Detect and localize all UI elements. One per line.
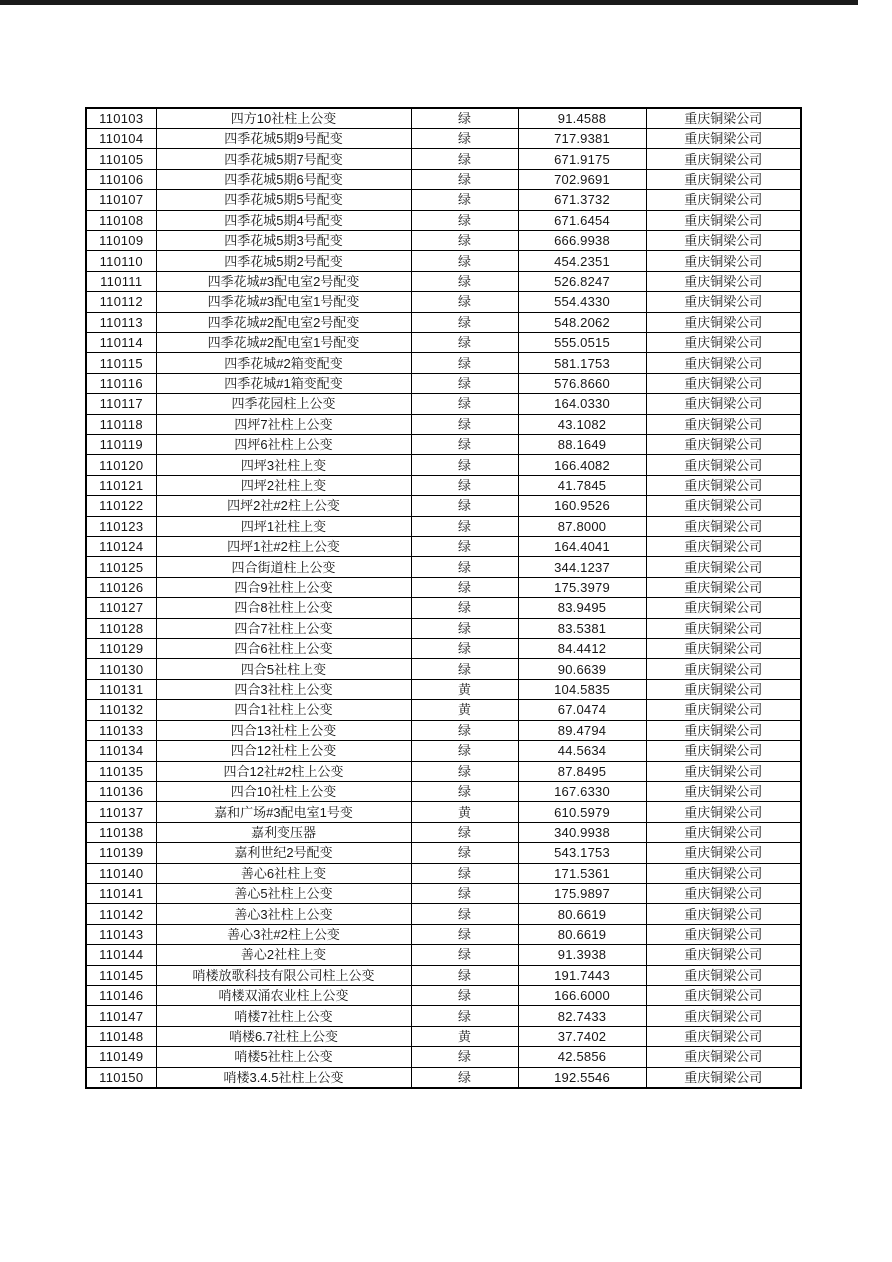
row-value-cell: 166.6000 xyxy=(518,985,646,1005)
row-id-cell: 110126 xyxy=(86,577,156,597)
row-name-cell: 四合8社柱上公变 xyxy=(156,598,411,618)
row-id-cell: 110139 xyxy=(86,843,156,863)
row-id-cell: 110120 xyxy=(86,455,156,475)
row-id-cell: 110104 xyxy=(86,128,156,148)
row-name-cell: 善心2社柱上变 xyxy=(156,945,411,965)
row-value-cell: 554.4330 xyxy=(518,292,646,312)
row-color-cell: 绿 xyxy=(411,353,518,373)
row-id-cell: 110142 xyxy=(86,904,156,924)
row-value-cell: 192.5546 xyxy=(518,1067,646,1087)
row-name-cell: 四季花城5期2号配变 xyxy=(156,251,411,271)
row-id-cell: 110113 xyxy=(86,312,156,332)
table-row xyxy=(86,720,801,740)
row-color-cell: 绿 xyxy=(411,128,518,148)
row-color-cell: 绿 xyxy=(411,1067,518,1087)
row-id-cell: 110105 xyxy=(86,149,156,169)
row-company-cell: 重庆铜梁公司 xyxy=(646,639,801,659)
row-company-cell: 重庆铜梁公司 xyxy=(646,1047,801,1067)
row-value-cell: 83.9495 xyxy=(518,598,646,618)
table-row xyxy=(86,516,801,536)
row-value-cell: 717.9381 xyxy=(518,128,646,148)
row-value-cell: 175.3979 xyxy=(518,577,646,597)
row-name-cell: 四季花城#3配电室2号配变 xyxy=(156,271,411,291)
table-row xyxy=(86,1006,801,1026)
row-color-cell: 绿 xyxy=(411,516,518,536)
row-name-cell: 四季花城5期5号配变 xyxy=(156,190,411,210)
table-row xyxy=(86,169,801,189)
row-name-cell: 善心6社柱上变 xyxy=(156,863,411,883)
row-id-cell: 110133 xyxy=(86,720,156,740)
row-name-cell: 嘉和广场#3配电室1号变 xyxy=(156,802,411,822)
row-color-cell: 绿 xyxy=(411,639,518,659)
transformer-table-body xyxy=(86,108,801,1088)
scan-artifact-bar xyxy=(0,0,858,5)
row-value-cell: 581.1753 xyxy=(518,353,646,373)
row-value-cell: 88.1649 xyxy=(518,435,646,455)
table-row xyxy=(86,883,801,903)
row-value-cell: 80.6619 xyxy=(518,924,646,944)
row-company-cell: 重庆铜梁公司 xyxy=(646,618,801,638)
row-company-cell: 重庆铜梁公司 xyxy=(646,1006,801,1026)
table-row xyxy=(86,149,801,169)
row-value-cell: 526.8247 xyxy=(518,271,646,291)
row-id-cell: 110110 xyxy=(86,251,156,271)
transformer-table xyxy=(85,107,802,1089)
table-row xyxy=(86,618,801,638)
row-value-cell: 67.0474 xyxy=(518,700,646,720)
row-id-cell: 110106 xyxy=(86,169,156,189)
row-name-cell: 四季花城#2配电室2号配变 xyxy=(156,312,411,332)
row-color-cell: 绿 xyxy=(411,190,518,210)
row-company-cell: 重庆铜梁公司 xyxy=(646,945,801,965)
table-row xyxy=(86,332,801,352)
row-value-cell: 576.8660 xyxy=(518,373,646,393)
row-id-cell: 110118 xyxy=(86,414,156,434)
row-color-cell: 绿 xyxy=(411,312,518,332)
row-company-cell: 重庆铜梁公司 xyxy=(646,761,801,781)
row-name-cell: 善心3社柱上公变 xyxy=(156,904,411,924)
row-name-cell: 四季花城5期6号配变 xyxy=(156,169,411,189)
row-company-cell: 重庆铜梁公司 xyxy=(646,965,801,985)
row-value-cell: 91.3938 xyxy=(518,945,646,965)
row-name-cell: 四坪7社柱上公变 xyxy=(156,414,411,434)
row-color-cell: 绿 xyxy=(411,781,518,801)
table-row xyxy=(86,822,801,842)
row-id-cell: 110130 xyxy=(86,659,156,679)
row-value-cell: 104.5835 xyxy=(518,679,646,699)
row-name-cell: 四坪3社柱上变 xyxy=(156,455,411,475)
table-row xyxy=(86,1067,801,1087)
row-value-cell: 454.2351 xyxy=(518,251,646,271)
row-company-cell: 重庆铜梁公司 xyxy=(646,985,801,1005)
row-value-cell: 166.4082 xyxy=(518,455,646,475)
row-company-cell: 重庆铜梁公司 xyxy=(646,353,801,373)
table-row xyxy=(86,312,801,332)
row-value-cell: 41.7845 xyxy=(518,475,646,495)
row-company-cell: 重庆铜梁公司 xyxy=(646,108,801,128)
row-company-cell: 重庆铜梁公司 xyxy=(646,863,801,883)
table-row xyxy=(86,700,801,720)
row-color-cell: 绿 xyxy=(411,169,518,189)
row-name-cell: 四合12社#2柱上公变 xyxy=(156,761,411,781)
row-name-cell: 四季花园柱上公变 xyxy=(156,394,411,414)
row-value-cell: 340.9938 xyxy=(518,822,646,842)
table-row xyxy=(86,108,801,128)
row-value-cell: 548.2062 xyxy=(518,312,646,332)
row-company-cell: 重庆铜梁公司 xyxy=(646,598,801,618)
row-color-cell: 绿 xyxy=(411,659,518,679)
row-value-cell: 89.4794 xyxy=(518,720,646,740)
row-id-cell: 110121 xyxy=(86,475,156,495)
row-name-cell: 四合1社柱上公变 xyxy=(156,700,411,720)
table-row xyxy=(86,190,801,210)
row-company-cell: 重庆铜梁公司 xyxy=(646,455,801,475)
row-name-cell: 四合5社柱上变 xyxy=(156,659,411,679)
row-color-cell: 绿 xyxy=(411,945,518,965)
table-row xyxy=(86,985,801,1005)
row-id-cell: 110122 xyxy=(86,496,156,516)
row-color-cell: 绿 xyxy=(411,1047,518,1067)
row-company-cell: 重庆铜梁公司 xyxy=(646,230,801,250)
row-value-cell: 344.1237 xyxy=(518,557,646,577)
row-value-cell: 90.6639 xyxy=(518,659,646,679)
row-value-cell: 87.8000 xyxy=(518,516,646,536)
row-company-cell: 重庆铜梁公司 xyxy=(646,251,801,271)
table-row xyxy=(86,679,801,699)
row-name-cell: 四合街道柱上公变 xyxy=(156,557,411,577)
row-id-cell: 110103 xyxy=(86,108,156,128)
row-id-cell: 110135 xyxy=(86,761,156,781)
row-color-cell: 绿 xyxy=(411,394,518,414)
row-value-cell: 160.9526 xyxy=(518,496,646,516)
row-company-cell: 重庆铜梁公司 xyxy=(646,496,801,516)
row-id-cell: 110119 xyxy=(86,435,156,455)
row-name-cell: 四合6社柱上公变 xyxy=(156,639,411,659)
row-color-cell: 绿 xyxy=(411,210,518,230)
row-company-cell: 重庆铜梁公司 xyxy=(646,904,801,924)
row-id-cell: 110112 xyxy=(86,292,156,312)
row-company-cell: 重庆铜梁公司 xyxy=(646,190,801,210)
row-color-cell: 绿 xyxy=(411,496,518,516)
row-id-cell: 110131 xyxy=(86,679,156,699)
row-company-cell: 重庆铜梁公司 xyxy=(646,292,801,312)
row-company-cell: 重庆铜梁公司 xyxy=(646,1026,801,1046)
row-company-cell: 重庆铜梁公司 xyxy=(646,577,801,597)
row-color-cell: 绿 xyxy=(411,251,518,271)
table-row xyxy=(86,659,801,679)
row-color-cell: 绿 xyxy=(411,332,518,352)
row-company-cell: 重庆铜梁公司 xyxy=(646,475,801,495)
row-color-cell: 绿 xyxy=(411,455,518,475)
row-value-cell: 44.5634 xyxy=(518,741,646,761)
row-id-cell: 110117 xyxy=(86,394,156,414)
row-value-cell: 171.5361 xyxy=(518,863,646,883)
row-color-cell: 绿 xyxy=(411,1006,518,1026)
table-row xyxy=(86,271,801,291)
row-value-cell: 191.7443 xyxy=(518,965,646,985)
row-color-cell: 绿 xyxy=(411,904,518,924)
row-id-cell: 110107 xyxy=(86,190,156,210)
row-name-cell: 四季花城5期7号配变 xyxy=(156,149,411,169)
table-row xyxy=(86,128,801,148)
row-company-cell: 重庆铜梁公司 xyxy=(646,210,801,230)
table-row xyxy=(86,863,801,883)
row-color-cell: 绿 xyxy=(411,720,518,740)
row-company-cell: 重庆铜梁公司 xyxy=(646,822,801,842)
row-color-cell: 绿 xyxy=(411,883,518,903)
row-color-cell: 绿 xyxy=(411,618,518,638)
row-id-cell: 110108 xyxy=(86,210,156,230)
row-company-cell: 重庆铜梁公司 xyxy=(646,149,801,169)
row-value-cell: 91.4588 xyxy=(518,108,646,128)
row-value-cell: 702.9691 xyxy=(518,169,646,189)
table-row xyxy=(86,435,801,455)
row-color-cell: 绿 xyxy=(411,985,518,1005)
table-row xyxy=(86,843,801,863)
table-row xyxy=(86,741,801,761)
row-name-cell: 哨楼放歌科技有限公司柱上公变 xyxy=(156,965,411,985)
row-value-cell: 555.0515 xyxy=(518,332,646,352)
row-id-cell: 110125 xyxy=(86,557,156,577)
row-id-cell: 110127 xyxy=(86,598,156,618)
row-value-cell: 83.5381 xyxy=(518,618,646,638)
table-row xyxy=(86,557,801,577)
row-id-cell: 110146 xyxy=(86,985,156,1005)
row-color-cell: 绿 xyxy=(411,373,518,393)
row-name-cell: 哨楼7社柱上公变 xyxy=(156,1006,411,1026)
row-company-cell: 重庆铜梁公司 xyxy=(646,373,801,393)
row-color-cell: 绿 xyxy=(411,577,518,597)
table-row xyxy=(86,598,801,618)
row-color-cell: 绿 xyxy=(411,414,518,434)
row-color-cell: 绿 xyxy=(411,761,518,781)
row-color-cell: 黄 xyxy=(411,679,518,699)
row-name-cell: 善心3社#2柱上公变 xyxy=(156,924,411,944)
row-id-cell: 110129 xyxy=(86,639,156,659)
row-name-cell: 四坪1社柱上变 xyxy=(156,516,411,536)
table-row xyxy=(86,455,801,475)
row-id-cell: 110111 xyxy=(86,271,156,291)
row-name-cell: 四合9社柱上公变 xyxy=(156,577,411,597)
table-row xyxy=(86,373,801,393)
row-name-cell: 四季花城5期3号配变 xyxy=(156,230,411,250)
row-value-cell: 666.9938 xyxy=(518,230,646,250)
row-value-cell: 84.4412 xyxy=(518,639,646,659)
table-row xyxy=(86,781,801,801)
table-row xyxy=(86,1026,801,1046)
row-color-cell: 绿 xyxy=(411,475,518,495)
table-row xyxy=(86,761,801,781)
row-color-cell: 黄 xyxy=(411,1026,518,1046)
row-id-cell: 110144 xyxy=(86,945,156,965)
row-id-cell: 110147 xyxy=(86,1006,156,1026)
row-id-cell: 110124 xyxy=(86,537,156,557)
table-row xyxy=(86,210,801,230)
row-value-cell: 87.8495 xyxy=(518,761,646,781)
table-row xyxy=(86,904,801,924)
row-id-cell: 110128 xyxy=(86,618,156,638)
row-name-cell: 四合3社柱上公变 xyxy=(156,679,411,699)
row-id-cell: 110114 xyxy=(86,332,156,352)
row-name-cell: 四季花城#2配电室1号配变 xyxy=(156,332,411,352)
row-name-cell: 四合12社柱上公变 xyxy=(156,741,411,761)
row-value-cell: 671.6454 xyxy=(518,210,646,230)
row-company-cell: 重庆铜梁公司 xyxy=(646,883,801,903)
row-company-cell: 重庆铜梁公司 xyxy=(646,659,801,679)
row-name-cell: 善心5社柱上公变 xyxy=(156,883,411,903)
row-color-cell: 绿 xyxy=(411,292,518,312)
row-name-cell: 哨楼双涌农业柱上公变 xyxy=(156,985,411,1005)
row-company-cell: 重庆铜梁公司 xyxy=(646,700,801,720)
row-id-cell: 110149 xyxy=(86,1047,156,1067)
row-company-cell: 重庆铜梁公司 xyxy=(646,843,801,863)
table-row xyxy=(86,353,801,373)
table-row xyxy=(86,802,801,822)
row-name-cell: 四合10社柱上公变 xyxy=(156,781,411,801)
row-value-cell: 43.1082 xyxy=(518,414,646,434)
table-row xyxy=(86,292,801,312)
table-row xyxy=(86,924,801,944)
table-row xyxy=(86,414,801,434)
row-value-cell: 164.4041 xyxy=(518,537,646,557)
row-name-cell: 哨楼6.7社柱上公变 xyxy=(156,1026,411,1046)
row-id-cell: 110109 xyxy=(86,230,156,250)
row-color-cell: 绿 xyxy=(411,271,518,291)
row-id-cell: 110150 xyxy=(86,1067,156,1087)
table-row xyxy=(86,230,801,250)
row-value-cell: 167.6330 xyxy=(518,781,646,801)
row-name-cell: 四合7社柱上公变 xyxy=(156,618,411,638)
row-value-cell: 37.7402 xyxy=(518,1026,646,1046)
row-name-cell: 四坪6社柱上公变 xyxy=(156,435,411,455)
row-color-cell: 黄 xyxy=(411,700,518,720)
row-name-cell: 四季花城5期9号配变 xyxy=(156,128,411,148)
row-company-cell: 重庆铜梁公司 xyxy=(646,128,801,148)
row-color-cell: 绿 xyxy=(411,924,518,944)
table-row xyxy=(86,965,801,985)
row-name-cell: 哨楼3.4.5社柱上公变 xyxy=(156,1067,411,1087)
row-name-cell: 四季花城5期4号配变 xyxy=(156,210,411,230)
row-id-cell: 110138 xyxy=(86,822,156,842)
row-id-cell: 110115 xyxy=(86,353,156,373)
row-name-cell: 四坪1社#2柱上公变 xyxy=(156,537,411,557)
row-company-cell: 重庆铜梁公司 xyxy=(646,1067,801,1087)
row-name-cell: 四坪2社#2柱上公变 xyxy=(156,496,411,516)
row-id-cell: 110123 xyxy=(86,516,156,536)
row-company-cell: 重庆铜梁公司 xyxy=(646,924,801,944)
row-value-cell: 671.9175 xyxy=(518,149,646,169)
row-name-cell: 四方10社柱上公变 xyxy=(156,108,411,128)
row-color-cell: 绿 xyxy=(411,435,518,455)
row-id-cell: 110137 xyxy=(86,802,156,822)
table-row xyxy=(86,639,801,659)
row-name-cell: 四季花城#3配电室1号配变 xyxy=(156,292,411,312)
row-value-cell: 175.9897 xyxy=(518,883,646,903)
row-value-cell: 164.0330 xyxy=(518,394,646,414)
table-row xyxy=(86,1047,801,1067)
row-company-cell: 重庆铜梁公司 xyxy=(646,720,801,740)
row-company-cell: 重庆铜梁公司 xyxy=(646,557,801,577)
row-name-cell: 四合13社柱上公变 xyxy=(156,720,411,740)
row-color-cell: 绿 xyxy=(411,108,518,128)
row-color-cell: 绿 xyxy=(411,741,518,761)
row-name-cell: 四季花城#1箱变配变 xyxy=(156,373,411,393)
row-id-cell: 110134 xyxy=(86,741,156,761)
row-company-cell: 重庆铜梁公司 xyxy=(646,414,801,434)
row-color-cell: 绿 xyxy=(411,557,518,577)
row-value-cell: 82.7433 xyxy=(518,1006,646,1026)
row-name-cell: 哨楼5社柱上公变 xyxy=(156,1047,411,1067)
row-id-cell: 110140 xyxy=(86,863,156,883)
row-company-cell: 重庆铜梁公司 xyxy=(646,394,801,414)
row-name-cell: 嘉利变压器 xyxy=(156,822,411,842)
row-name-cell: 四坪2社柱上变 xyxy=(156,475,411,495)
row-color-cell: 绿 xyxy=(411,230,518,250)
table-row xyxy=(86,537,801,557)
row-id-cell: 110136 xyxy=(86,781,156,801)
row-company-cell: 重庆铜梁公司 xyxy=(646,169,801,189)
row-value-cell: 610.5979 xyxy=(518,802,646,822)
row-company-cell: 重庆铜梁公司 xyxy=(646,741,801,761)
row-value-cell: 42.5856 xyxy=(518,1047,646,1067)
table-row xyxy=(86,394,801,414)
row-name-cell: 四季花城#2箱变配变 xyxy=(156,353,411,373)
row-id-cell: 110148 xyxy=(86,1026,156,1046)
row-value-cell: 80.6619 xyxy=(518,904,646,924)
row-company-cell: 重庆铜梁公司 xyxy=(646,802,801,822)
row-value-cell: 671.3732 xyxy=(518,190,646,210)
row-color-cell: 绿 xyxy=(411,149,518,169)
row-color-cell: 绿 xyxy=(411,965,518,985)
row-company-cell: 重庆铜梁公司 xyxy=(646,332,801,352)
row-company-cell: 重庆铜梁公司 xyxy=(646,435,801,455)
row-company-cell: 重庆铜梁公司 xyxy=(646,312,801,332)
table-row xyxy=(86,251,801,271)
row-company-cell: 重庆铜梁公司 xyxy=(646,516,801,536)
row-id-cell: 110116 xyxy=(86,373,156,393)
row-value-cell: 543.1753 xyxy=(518,843,646,863)
row-color-cell: 绿 xyxy=(411,843,518,863)
row-company-cell: 重庆铜梁公司 xyxy=(646,271,801,291)
table-row xyxy=(86,475,801,495)
table-row xyxy=(86,577,801,597)
row-company-cell: 重庆铜梁公司 xyxy=(646,781,801,801)
row-id-cell: 110132 xyxy=(86,700,156,720)
table-row xyxy=(86,496,801,516)
row-color-cell: 黄 xyxy=(411,802,518,822)
row-company-cell: 重庆铜梁公司 xyxy=(646,537,801,557)
row-color-cell: 绿 xyxy=(411,537,518,557)
row-id-cell: 110143 xyxy=(86,924,156,944)
row-company-cell: 重庆铜梁公司 xyxy=(646,679,801,699)
row-color-cell: 绿 xyxy=(411,598,518,618)
table-row xyxy=(86,945,801,965)
row-color-cell: 绿 xyxy=(411,863,518,883)
row-id-cell: 110141 xyxy=(86,883,156,903)
row-id-cell: 110145 xyxy=(86,965,156,985)
row-name-cell: 嘉利世纪2号配变 xyxy=(156,843,411,863)
row-color-cell: 绿 xyxy=(411,822,518,842)
